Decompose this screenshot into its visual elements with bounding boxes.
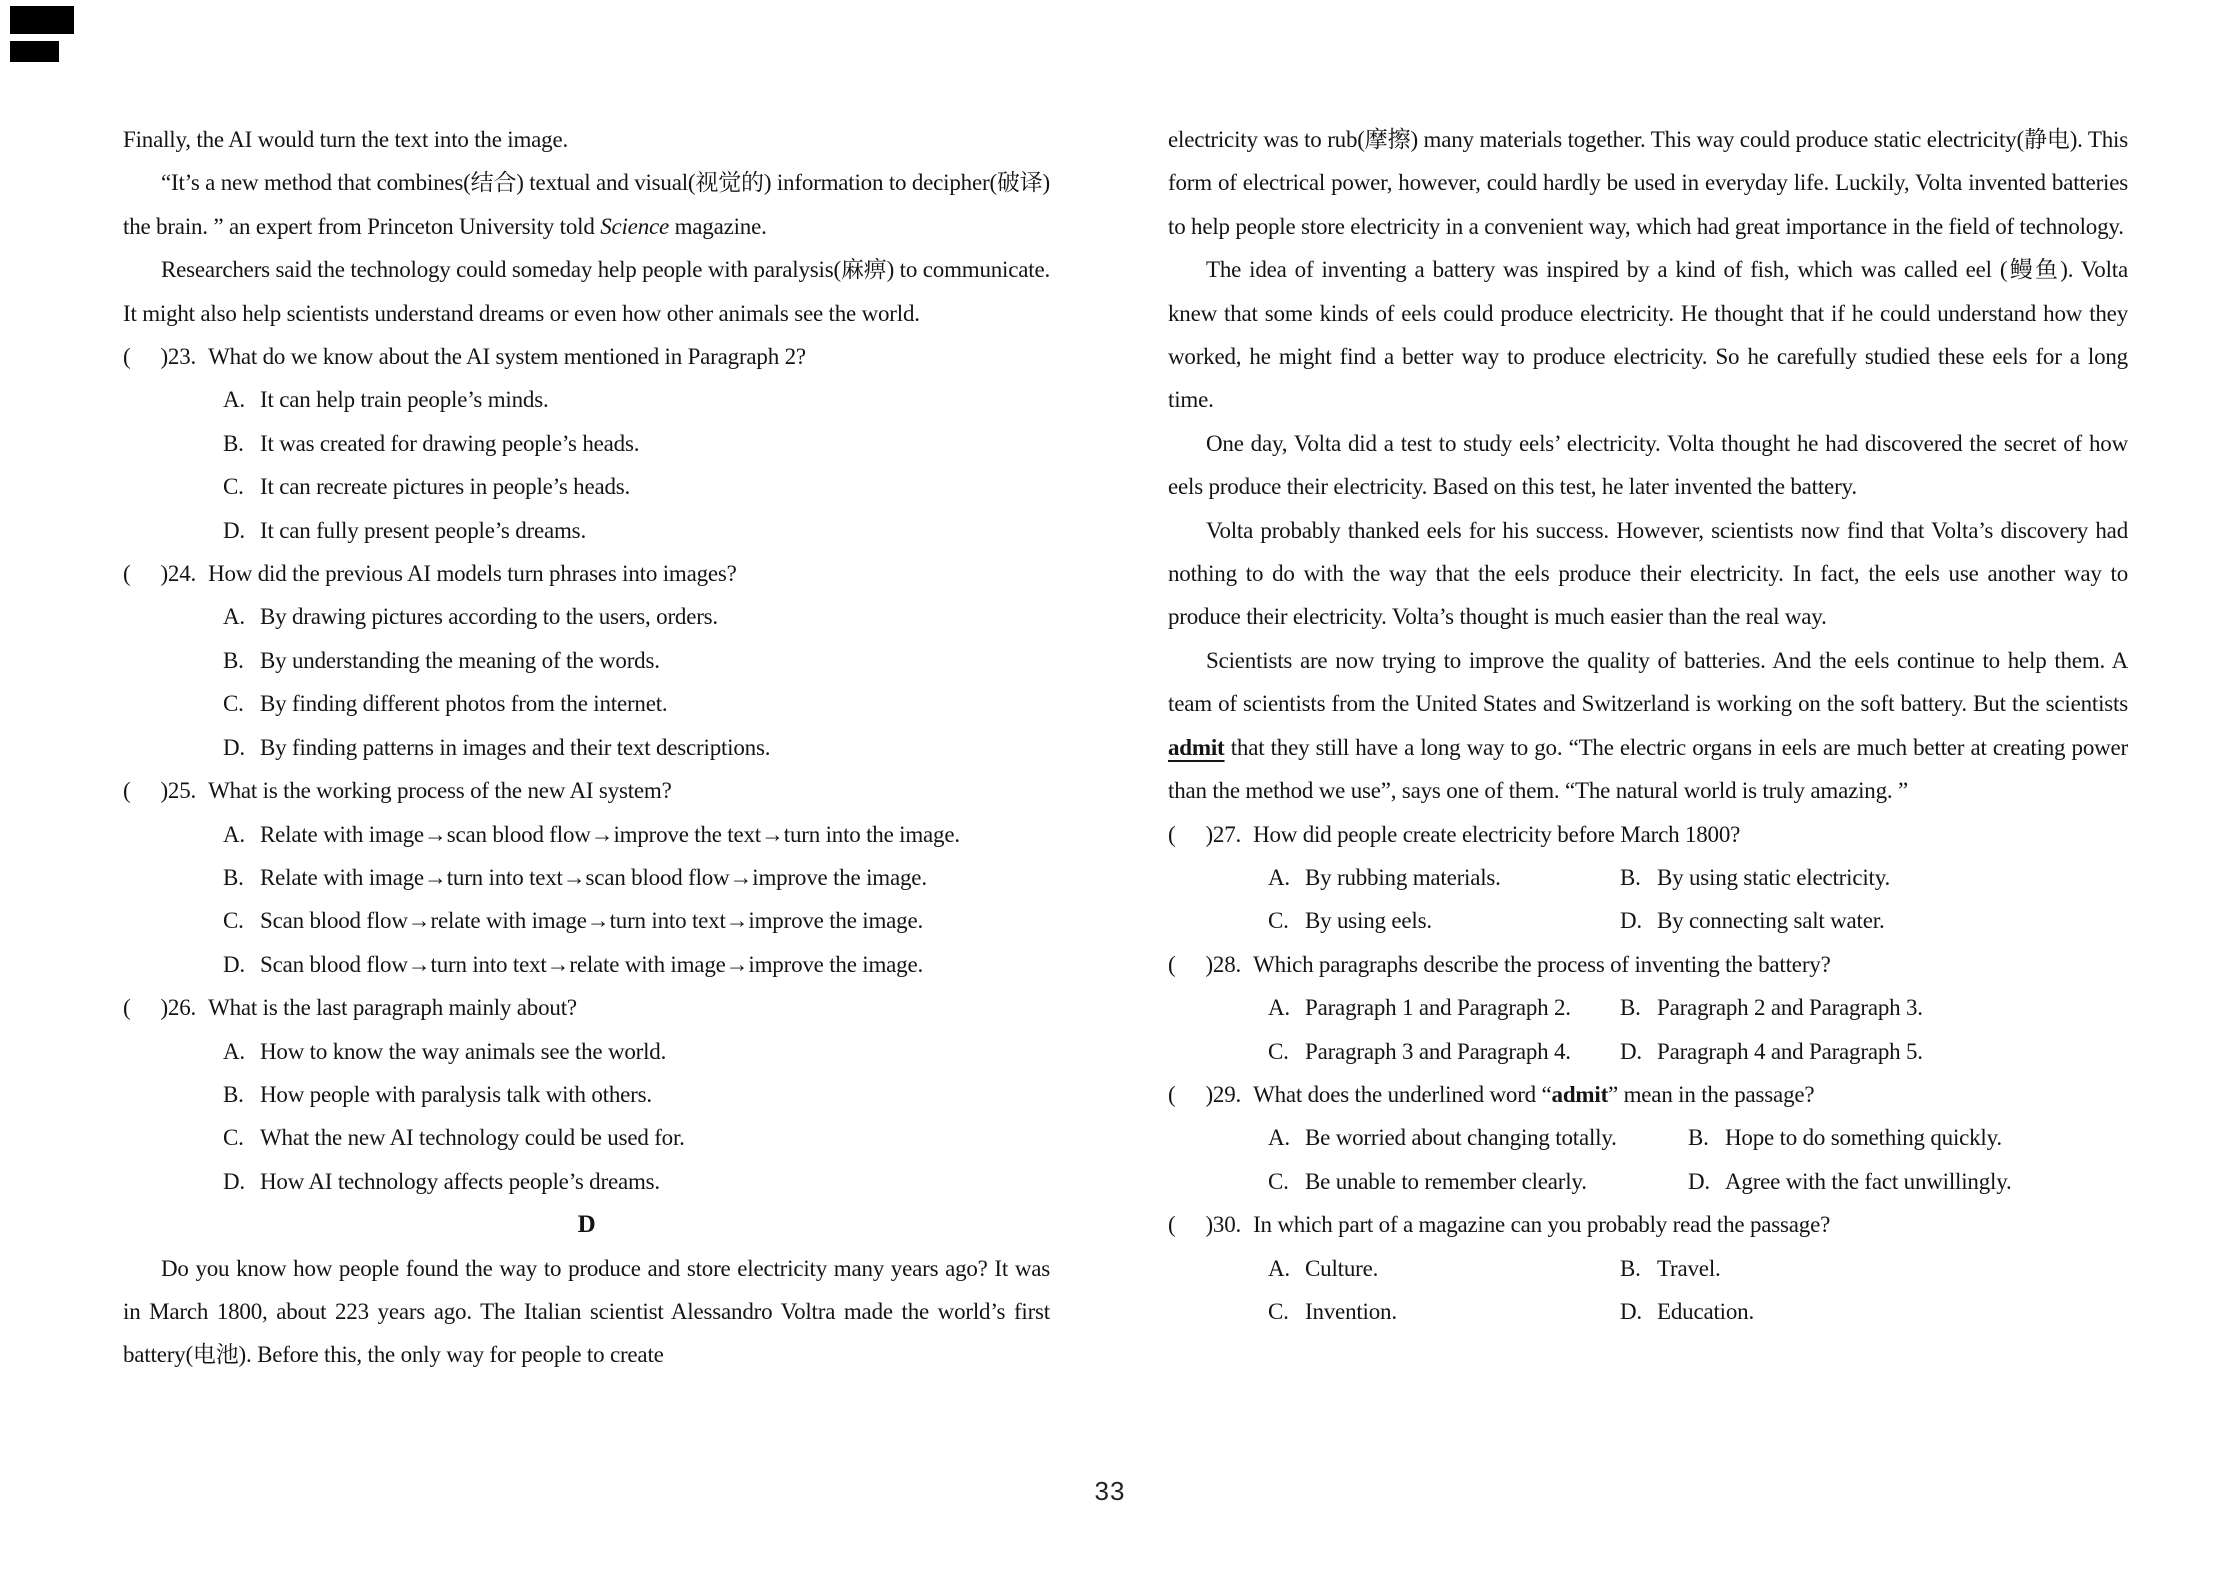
question-line (1168, 1073, 2128, 1116)
option-a (223, 1030, 1050, 1073)
option-letter: A. (1268, 995, 1290, 1021)
question-line (1168, 813, 2128, 856)
passage-d-paragraph (123, 1247, 1050, 1377)
option-letter: D. (223, 1168, 245, 1194)
option-text: By using eels. (1305, 908, 1432, 934)
section-d-header: D (577, 1211, 596, 1239)
option-letter: D. (1620, 1298, 1642, 1324)
option-c (223, 899, 1050, 942)
option-a (223, 595, 1050, 638)
passage-d-paragraph (1168, 639, 2128, 813)
underlined-word-admit: admit (1168, 734, 1225, 760)
option-text: Travel. (1657, 1255, 1721, 1281)
option-a (1268, 1116, 1688, 1159)
option-letter: B. (223, 647, 244, 673)
passage-d-paragraph (1168, 422, 2128, 509)
options-row (1268, 1116, 2128, 1159)
option-letter: C. (223, 1125, 244, 1151)
question-26 (123, 986, 1050, 1203)
option-text: By understanding the meaning of the words. (260, 647, 660, 673)
option-text: It can help train people’s minds. (260, 387, 549, 413)
question-text: What do we know about the AI system mentioned in Paragraph 2? (208, 344, 806, 370)
option-letter: B. (1620, 1255, 1641, 1281)
option-letter: B. (1620, 864, 1641, 890)
passage-text: Scientists are now trying to improve the quality of batteries. And the eels continue to help them. A team of scientists from the United States and Switzerland is working on the soft battery. But the scientists (1168, 647, 2128, 717)
options-row (1268, 899, 2128, 942)
option-text: It can fully present people’s dreams. (260, 517, 586, 543)
option-text: By drawing pictures according to the users, orders. (260, 604, 718, 630)
question-text: Which paragraphs describe the process of inventing the battery? (1253, 951, 1831, 977)
option-letter: B. (223, 864, 244, 890)
science-magazine-italic: Science (600, 213, 670, 239)
option-text: By connecting salt water. (1657, 908, 1885, 934)
passage-c-paragraph (123, 161, 1050, 248)
option-b (223, 856, 1050, 899)
option-b (1688, 1116, 2002, 1159)
option-text: It can recreate pictures in people’s heads. (260, 474, 631, 500)
passage-d-paragraph (1168, 248, 2128, 422)
option-text: Paragraph 3 and Paragraph 4. (1305, 1038, 1571, 1064)
option-letter: B. (223, 430, 244, 456)
option-c (1268, 1160, 1688, 1203)
option-d (223, 943, 1050, 986)
passage-text: Do you know how people found the way to produce and store electricity many years ago? It was in March 1800, about 223 years ago. The Italian scientist Alessandro Voltra made the world’s first battery(电池). Before this, the only way for people to create (123, 1255, 1050, 1368)
question-text-part: What does the underlined word “ (1253, 1081, 1552, 1107)
answer-blank-paren: ( (123, 561, 131, 587)
answer-blank-paren: ( (1168, 1212, 1176, 1238)
option-letter: C. (223, 691, 244, 717)
question-25 (123, 769, 1050, 986)
option-text: Relate with image→scan blood flow→improve the text→turn into the image. (260, 821, 960, 847)
answer-blank-paren: ( (1168, 1081, 1176, 1107)
answer-blank-paren: ( (123, 995, 131, 1021)
options-row (1268, 986, 2128, 1029)
option-letter: A. (1268, 864, 1290, 890)
option-b (1620, 986, 1923, 1029)
option-c (223, 682, 1050, 725)
left-column (123, 118, 1050, 1377)
question-number: )29. (1205, 1081, 1242, 1107)
options-row (1268, 1030, 2128, 1073)
option-text: Scan blood flow→relate with image→turn into text→improve the image. (260, 908, 924, 934)
question-line (123, 552, 1050, 595)
option-letter: A. (223, 821, 245, 847)
option-letter: B. (1688, 1125, 1709, 1151)
option-b (1620, 1247, 1721, 1290)
question-number: )24. (160, 561, 197, 587)
answer-blank-paren: ( (123, 778, 131, 804)
option-d (1620, 1030, 1923, 1073)
option-text: Paragraph 4 and Paragraph 5. (1657, 1038, 1923, 1064)
option-text: It was created for drawing people’s heads. (260, 430, 640, 456)
option-d (1620, 899, 1885, 942)
option-letter: A. (223, 604, 245, 630)
option-letter: D. (1688, 1168, 1710, 1194)
question-line (1168, 943, 2128, 986)
question-number: )25. (160, 778, 197, 804)
option-b (1620, 856, 1890, 899)
question-number: )26. (160, 995, 197, 1021)
option-text: By finding different photos from the internet. (260, 691, 668, 717)
option-text: Be worried about changing totally. (1305, 1125, 1617, 1151)
question-24 (123, 552, 1050, 769)
question-text-part: ” mean in the passage? (1608, 1081, 1815, 1107)
option-letter: A. (1268, 1125, 1290, 1151)
question-line (123, 335, 1050, 378)
option-a (1268, 986, 1620, 1029)
option-a (223, 378, 1050, 421)
option-letter: A. (1268, 1255, 1290, 1281)
corner-mark (10, 41, 59, 62)
question-28 (1168, 943, 2128, 1073)
question-text (1253, 1073, 1814, 1116)
option-letter: B. (1620, 995, 1641, 1021)
question-30 (1168, 1203, 2128, 1333)
options-row (1268, 1160, 2128, 1203)
passage-c-paragraph (123, 248, 1050, 335)
option-d (1620, 1290, 1754, 1333)
option-letter: C. (1268, 1038, 1289, 1064)
options-row (1268, 1247, 2128, 1290)
question-text: How did the previous AI models turn phrases into images? (208, 561, 737, 587)
option-a (1268, 856, 1620, 899)
option-c (1268, 1290, 1620, 1333)
option-text: Paragraph 1 and Paragraph 2. (1305, 995, 1571, 1021)
option-letter: D. (1620, 908, 1642, 934)
option-d (1688, 1160, 2012, 1203)
question-text: In which part of a magazine can you probably read the passage? (1253, 1212, 1831, 1238)
passage-text: The idea of inventing a battery was inspired by a kind of fish, which was called eel (鳗鱼). Volta knew that some kinds of eels could produce electricity. He thought that if he could understand how they worked, he might find a better way to produce electricity. So he carefully studied these eels for a long time. (1168, 257, 2128, 413)
option-text: Paragraph 2 and Paragraph 3. (1657, 995, 1923, 1021)
option-b (223, 1073, 1050, 1116)
option-text: How people with paralysis talk with others. (260, 1081, 652, 1107)
option-letter: C. (1268, 1298, 1289, 1324)
options-row (1268, 1290, 2128, 1333)
option-a (1268, 1247, 1620, 1290)
option-letter: C. (223, 908, 244, 934)
question-number: )27. (1205, 821, 1242, 847)
passage-text: Finally, the AI would turn the text into the image. (123, 127, 569, 152)
passage-text: magazine. (669, 213, 767, 239)
option-letter: D. (223, 951, 245, 977)
option-text: Agree with the fact unwillingly. (1725, 1168, 2012, 1194)
page-number: 33 (1094, 1476, 1126, 1506)
option-c (1268, 1030, 1620, 1073)
option-text: Relate with image→turn into text→scan blood flow→improve the image. (260, 864, 927, 890)
question-line (123, 769, 1050, 812)
question-text: What is the working process of the new AI system? (208, 778, 672, 804)
bold-word-admit: admit (1551, 1081, 1609, 1107)
option-c (223, 1116, 1050, 1159)
option-letter: B. (223, 1081, 244, 1107)
option-text: Culture. (1305, 1255, 1379, 1281)
option-letter: D. (1620, 1038, 1642, 1064)
question-line (1168, 1203, 2128, 1246)
right-column (1168, 118, 2128, 1377)
option-d (223, 1160, 1050, 1203)
option-letter: D. (223, 517, 245, 543)
passage-text: Researchers said the technology could someday help people with paralysis(麻痹) to communicate. It might also help scientists understand dreams or even how other animals see the world. (123, 257, 1050, 326)
passage-c-last-line (123, 118, 1050, 161)
answer-blank-paren: ( (123, 344, 131, 370)
option-letter: D. (223, 734, 245, 760)
option-text: Invention. (1305, 1298, 1397, 1324)
question-line (123, 986, 1050, 1029)
option-c (223, 465, 1050, 508)
question-number: )23. (160, 344, 197, 370)
passage-text: Volta probably thanked eels for his success. However, scientists now find that Volta’s discovery had nothing to do with the way that the eels produce their electricity. In fact, the eels use another way to produce their electricity. Volta’s thought is much easier than the real way. (1168, 517, 2128, 630)
corner-mark (10, 6, 74, 34)
option-text: Be unable to remember clearly. (1305, 1168, 1587, 1194)
options-row (1268, 856, 2128, 899)
option-letter: A. (223, 1038, 245, 1064)
question-27 (1168, 813, 2128, 943)
answer-blank-paren: ( (1168, 951, 1176, 977)
passage-text: that they still have a long way to go. “The electric organs in eels are much better at creating power than the method we use”, says one of them. “The natural world is truly amazing. ” (1168, 734, 2128, 804)
options-list (223, 813, 1050, 987)
option-text: Hope to do something quickly. (1725, 1125, 2002, 1151)
option-letter: C. (1268, 908, 1289, 934)
option-text: What the new AI technology could be used for. (260, 1125, 685, 1151)
option-text: By finding patterns in images and their text descriptions. (260, 734, 771, 760)
passage-text: One day, Volta did a test to study eels’ electricity. Volta thought he had discovered the secret of how eels produce their electricity. Based on this test, he later invented the battery. (1168, 430, 2128, 500)
option-d (223, 726, 1050, 769)
passage-d-paragraph (1168, 509, 2128, 639)
options-list (223, 595, 1050, 769)
option-text: By using static electricity. (1657, 864, 1891, 890)
option-text: Education. (1657, 1298, 1754, 1324)
passage-d-paragraph-continued (1168, 118, 2128, 248)
passage-text: “It’s a new method that combines(结合) textual and visual(视觉的) information to decipher(破译) the brain. ” an expert from Princeton University told (123, 170, 1050, 239)
option-c (1268, 899, 1620, 942)
option-text: How to know the way animals see the world. (260, 1038, 667, 1064)
question-number: )28. (1205, 951, 1242, 977)
option-a (223, 813, 1050, 856)
option-text: How AI technology affects people’s dreams. (260, 1168, 660, 1194)
option-text: By rubbing materials. (1305, 864, 1501, 890)
option-b (223, 639, 1050, 682)
options-list (223, 378, 1050, 552)
options-list (223, 1030, 1050, 1204)
question-text: What is the last paragraph mainly about? (208, 995, 577, 1021)
option-text: Scan blood flow→turn into text→relate with image→improve the image. (260, 951, 924, 977)
option-b (223, 422, 1050, 465)
option-letter: C. (1268, 1168, 1289, 1194)
option-letter: A. (223, 387, 245, 413)
option-d (223, 509, 1050, 552)
question-text: How did people create electricity before March 1800? (1253, 821, 1741, 847)
question-number: )30. (1205, 1212, 1242, 1238)
answer-blank-paren: ( (1168, 821, 1176, 847)
option-letter: C. (223, 474, 244, 500)
question-23 (123, 335, 1050, 552)
question-29 (1168, 1073, 2128, 1203)
passage-text: electricity was to rub(摩擦) many materials together. This way could produce static electricity(静电). This form of electrical power, however, could hardly be used in everyday life. Luckily, Volta invented batteries to help people store electricity in a convenient way, which had great importance in the field of technology. (1168, 127, 2128, 239)
